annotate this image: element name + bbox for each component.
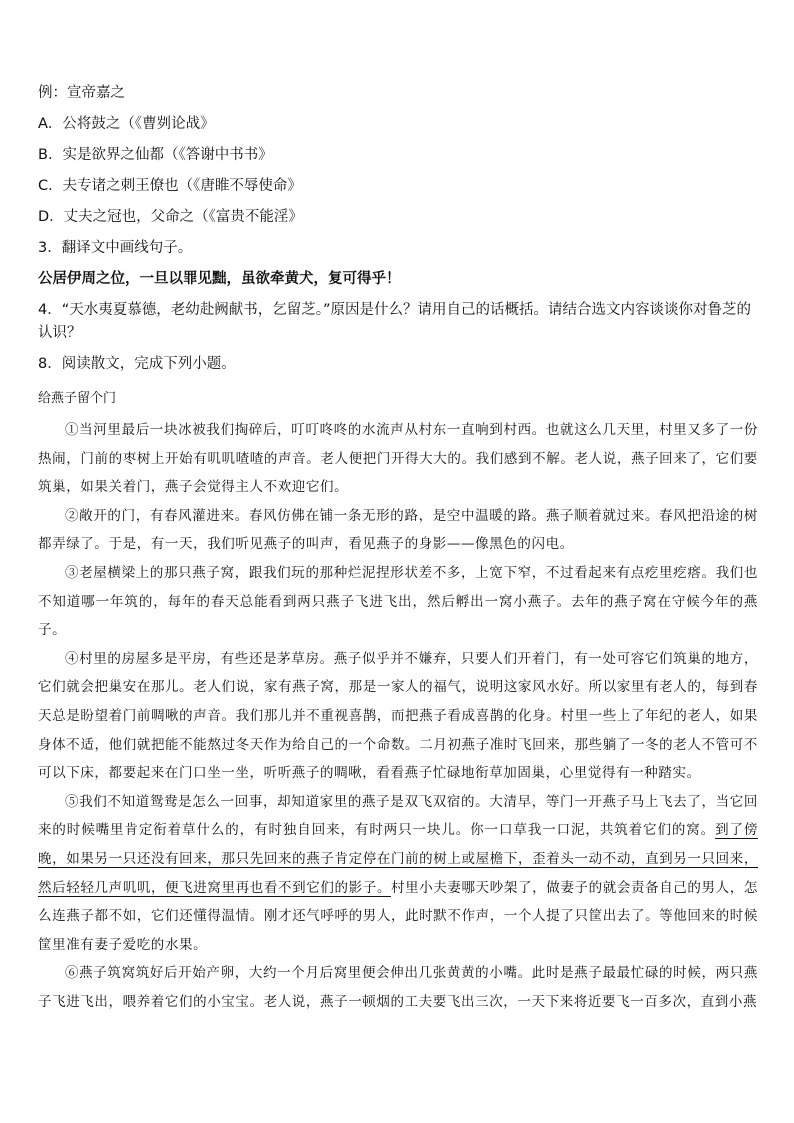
- essay-paragraph-3: ③老屋横梁上的那只燕子窝，跟我们玩的那种烂泥捏形状差不多，上宽下窄，不过看起来有点疙里疙瘩。我们也不知道哪一年筑的，每年的春天总能看到两只燕子飞进飞出，然后孵出一窝小燕子。去年的燕子窝在守候今年的燕子。: [38, 564, 758, 639]
- question-8: 8．阅读散文，完成下列小题。: [38, 356, 236, 372]
- question-3: 3．翻译文中画线句子。: [38, 240, 193, 256]
- essay-paragraph-5-part-a: ⑤我们不知道鸳鸯是怎么一回事，却知道家里的燕子是双飞双宿的。大清早，等门一开燕子马上飞去了，当它回来的时候嘴里肯定衔着草什么的，有时独自回来，有时两只一块儿。你一口草我一口泥，共筑着它们的窝。: [38, 793, 758, 839]
- underlined-sentence: 到了傍晚，如果另一只还没有回来，那只先回来的燕子肯定停在门前的树上或屋檐下，歪着头一动不动，直到另一只回来，然后轻轻几声叽叽，便飞进窝里再也看不到它们的影子。: [38, 822, 758, 896]
- option-c: C．夫专诸之刺王僚也（《唐睢不辱使命》: [38, 178, 302, 194]
- essay-paragraph-6: ⑥燕子筑窝筑好后开始产卵，大约一个月后窝里便会伸出几张黄黄的小嘴。此时是燕子最最忙碌的时候，两只燕子飞进飞出，喂养着它们的小宝宝。老人说，燕子一顿烟的工夫要飞出三次，一天下来将近要飞一百多次，直到小燕: [38, 965, 758, 1010]
- essay-paragraph-2: ②敞开的门，有春风灌进来。春风仿佛在铺一条无形的路，是空中温暖的路。燕子顺着就过来。春风把沿途的树都弄绿了。于是，有一天，我们听见燕子的叫声，看见燕子的身影——像黑色的闪电。: [38, 507, 758, 553]
- question-3-sentence: 公居伊周之位，一旦以罪见黜，虽欲牵黄犬，复可得乎！: [38, 271, 401, 287]
- option-a: A．公将鼓之（《曹刿论战》: [38, 116, 215, 132]
- example-line: 例：宣帝嘉之: [38, 85, 125, 101]
- essay-paragraph-5: [38, 788, 758, 960]
- essay-paragraph-4: ④村里的房屋多是平房，有些还是茅草房。燕子似乎并不嫌弃，只要人们开着门，有一处可容它们筑巢的地方，它们就会把巢安在那儿。老人们说，家有燕子窝，那是一家人的福气，说明这家风水好。所以家里有老人的，每到春天总是盼望着门前啁啾的声音。我们那儿并不重视喜鹊，而把燕子看成喜鹊的化身。村里一些上了年纪的老人，如果身体不适，他们就把能不能熬过冬天作为给自己的一个命数。二月初燕子准时飞回来，那些躺了一冬的老人不管可不可以下床，都要起来在门口坐一坐，听听燕子的啁啾，看看燕子忙碌地衔草加固巢，心里觉得有一种踏实。: [38, 650, 758, 782]
- question-4: 4．“天水夷夏慕德，老幼赴阙献书，乞留芝。”原因是什么？请用自己的话概括。请结合选文内容谈谈你对鲁芝的认识？: [38, 302, 751, 341]
- option-d: D．丈夫之冠也，父命之（《富贵不能淫》: [38, 209, 303, 225]
- option-b: B．实是欲界之仙都（《答谢中书书》: [38, 147, 273, 163]
- essay-paragraph-5-part-b: 村里小夫妻哪天吵架了，做妻子的就会责备自己的男人，怎么连燕子都不如，它们还懂得温情。刚才还气呼呼的男人，此时默不作声，一个人提了只筐出去了。等他回来的时候筐里准有妻子爱吃的水果。: [38, 879, 758, 953]
- essay-title: 给燕子留个门: [38, 391, 117, 406]
- essay-paragraph-1: ①当河里最后一块冰被我们掏碎后，叮叮咚咚的水流声从村东一直响到村西。也就这么几天里，村里又多了一份热闹，门前的枣树上开始有叽叽喳喳的声音。老人便把门开得大大的。我们感到不解。老人说，燕子回来了，它们要筑巢，如果关着门，燕子会觉得主人不欢迎它们。: [38, 422, 758, 496]
